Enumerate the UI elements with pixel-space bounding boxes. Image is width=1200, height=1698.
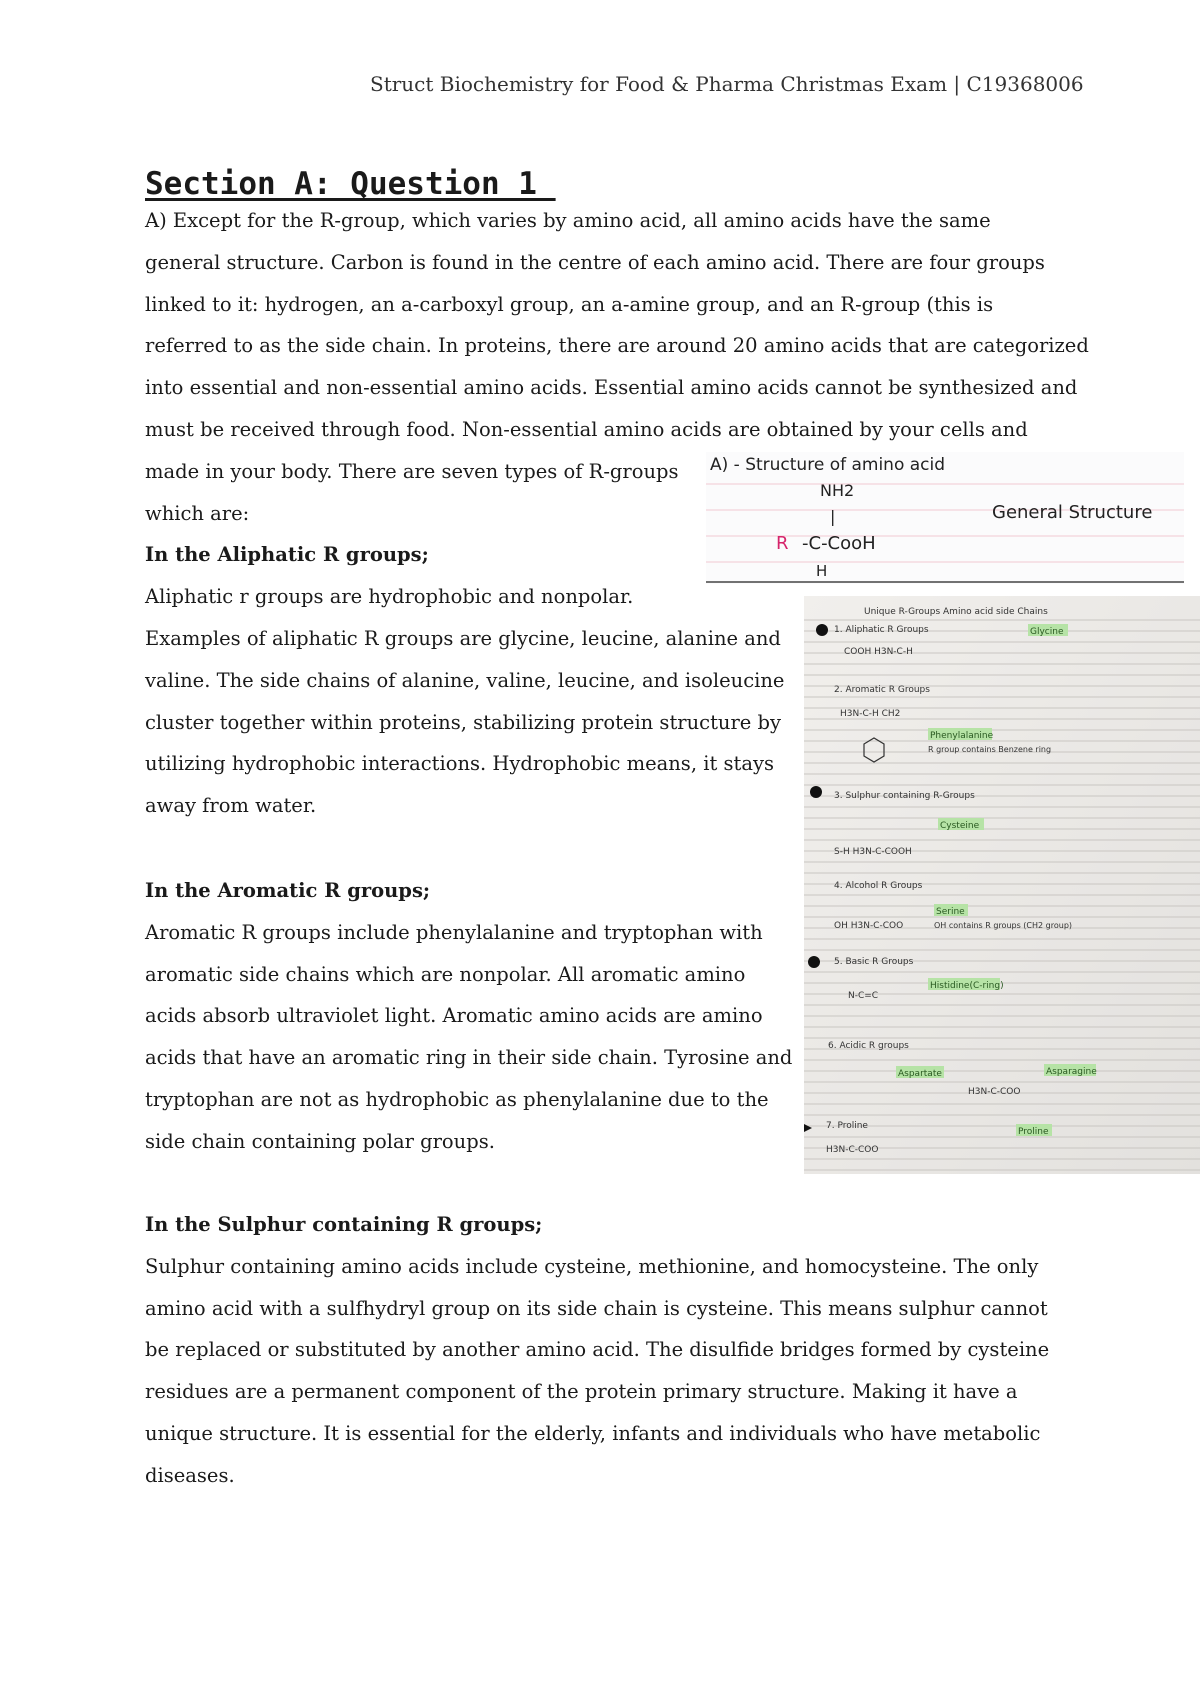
sulphur-paragraph <box>145 1204 1049 1497</box>
text-line: A) Except for the R-group, which varies by amino acid, all amino acids have the same <box>145 209 991 232</box>
text-line: into essential and non-essential amino acids. Essential amino acids cannot be synthesized and <box>145 376 1078 400</box>
rgroup-item-label: 7. Proline <box>826 1121 868 1131</box>
text-line: be replaced or substituted by another amino acid. The disulfide bridges formed by cysteine <box>145 1338 1050 1362</box>
rgroup-item-label: 1. Aliphatic R Groups <box>834 625 929 635</box>
rgroup-formula: N-C=C <box>848 991 879 1001</box>
text-line: aromatic side chains which are nonpolar. All aromatic amino <box>145 962 746 986</box>
rgroup-tag: Asparagine <box>1046 1067 1097 1077</box>
page-header: Struct Biochemistry for Food & Pharma Christmas Exam | C19368006 <box>370 72 1084 96</box>
r-label: R <box>776 533 789 554</box>
text-line: amino acid with a sulfhydryl group on its side chain is cysteine. This means sulphur cannot <box>145 1296 1048 1320</box>
text-line: linked to it: hydrogen, an a-carboxyl group, an a-amine group, and an R-group (this is <box>145 292 994 316</box>
text-line: Sulphur containing amino acids include cysteine, methionine, and homocysteine. The only <box>145 1254 1039 1278</box>
text-line: tryptophan are not as hydrophobic as phenylalanine due to the <box>145 1087 769 1111</box>
sulphur-heading: In the Sulphur containing R groups; <box>145 1213 543 1236</box>
rgroup-tag: Cysteine <box>940 821 980 831</box>
text-line: Examples of aliphatic R groups are glycine, leucine, alanine and <box>145 626 781 650</box>
text-line: Aliphatic r groups are hydrophobic and nonpolar. <box>145 585 634 609</box>
rgroup-subnote: R group contains Benzene ring <box>928 745 1052 754</box>
rgroups-photo <box>804 596 1200 1174</box>
rgroup-item-label: 5. Basic R Groups <box>834 957 914 967</box>
text-line: cluster together within proteins, stabilizing protein structure by <box>145 710 782 734</box>
text-line: unique structure. It is essential for the elderly, infants and individuals who have metabolic <box>145 1421 1041 1445</box>
chain-label: -C-CooH <box>802 533 876 554</box>
rgroup-item-label: 3. Sulphur containing R-Groups <box>834 791 975 801</box>
rgroup-tag: Serine <box>936 907 965 917</box>
rgroup-formula: OH H3N-C-COO <box>834 921 904 931</box>
text-line: away from water. <box>145 794 317 818</box>
text-line: general structure. Carbon is found in the centre of each amino acid. There are four groups <box>145 250 1045 274</box>
text-line: valine. The side chains of alanine, valine, leucine, and isoleucine <box>145 668 785 692</box>
text-line: must be received through food. Non-essential amino acids are obtained by your cells and <box>145 417 1028 441</box>
text-line: residues are a permanent component of the protein primary structure. Making it have a <box>145 1380 1018 1404</box>
rgroup-formula: H3N-C-H CH2 <box>840 709 901 719</box>
text-line: utilizing hydrophobic interactions. Hydrophobic means, it stays <box>145 752 774 776</box>
rgroup-formula: S-H H3N-C-COOH <box>834 847 912 857</box>
text-line: acids that have an aromatic ring in their side chain. Tyrosine and <box>145 1046 793 1070</box>
rgroup-tag: Phenylalanine <box>930 731 994 741</box>
general-structure-label: General Structure <box>992 502 1153 523</box>
rgroup-item-label: 4. Alcohol R Groups <box>834 881 923 891</box>
text-line: acids absorb ultraviolet light. Aromatic amino acids are amino <box>145 1004 763 1028</box>
text-line: referred to as the side chain. In proteins, there are around 20 amino acids that are categorized <box>145 334 1089 358</box>
bullet-icon <box>810 786 822 798</box>
rgroup-item-label: 2. Aromatic R Groups <box>834 685 930 695</box>
note-heading: A) - Structure of amino acid <box>710 455 946 475</box>
text-line: Aromatic R groups include phenylalanine and tryptophan with <box>145 920 763 944</box>
section-title: Section A: Question 1 <box>145 166 556 202</box>
bullet-icon <box>808 956 820 968</box>
bullet-icon <box>816 624 828 636</box>
aromatic-paragraph <box>145 870 792 1163</box>
structure-photo <box>706 452 1184 584</box>
handwritten-rgroups-image <box>804 596 1200 1174</box>
text-line: made in your body. There are seven types of R-groups <box>145 459 679 483</box>
text-line: diseases. <box>145 1463 235 1487</box>
rgroup-item-label: 6. Acidic R groups <box>828 1041 909 1051</box>
rgroup-subnote: OH contains R groups (CH2 group) <box>934 921 1073 930</box>
rgroup-tag: Histidine(C-ring) <box>930 981 1004 991</box>
handwritten-structure-image <box>706 452 1184 584</box>
rgroup-formula: H3N-C-COO <box>968 1087 1021 1097</box>
rgroup-tag: Glycine <box>1030 627 1064 637</box>
text-line: which are: <box>145 501 250 525</box>
rgroup-formula: H3N-C-COO <box>826 1145 879 1155</box>
rgroup-formula: COOH H3N-C-H <box>844 647 913 657</box>
nh2-label: NH2 <box>820 481 855 500</box>
aliphatic-heading: In the Aliphatic R groups; <box>145 543 429 567</box>
bond-bar: | <box>830 507 836 526</box>
rgroup-tag: Proline <box>1018 1127 1049 1137</box>
note2-title: Unique R-Groups Amino acid side Chains <box>864 607 1048 617</box>
aromatic-heading: In the Aromatic R groups; <box>145 879 431 902</box>
rgroup-tag: Aspartate <box>898 1069 942 1079</box>
h-label: H <box>816 562 828 580</box>
text-line: side chain containing polar groups. <box>145 1129 495 1153</box>
